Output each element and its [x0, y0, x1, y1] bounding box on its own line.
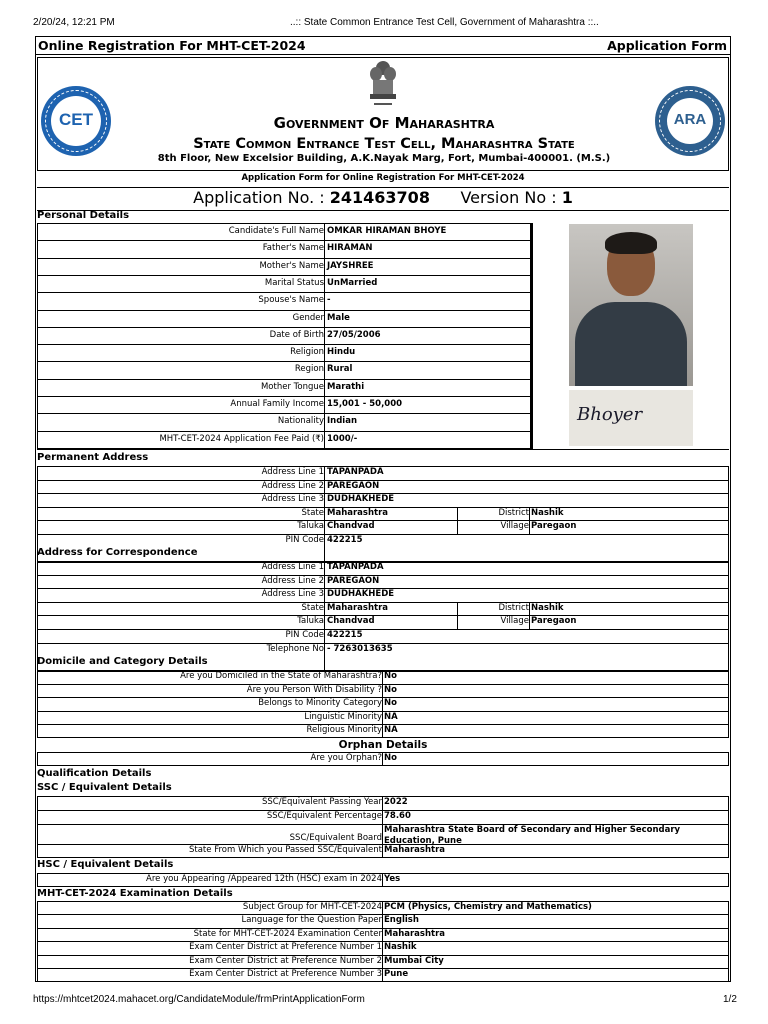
personal-7-label: Religion [290, 347, 324, 357]
correspondence-state-value: Maharashtra [327, 603, 389, 613]
form-top-bar [36, 37, 730, 55]
personal-12-value: 1000/- [327, 434, 358, 444]
permanent-pin-code-label: PIN Code [285, 535, 324, 545]
exam-2-label: State for MHT-CET-2024 Examination Center [193, 929, 382, 939]
section-domicile-category: Domicile and Category Details [37, 656, 208, 667]
permanent-address-line-1-value: TAPANPADA [327, 467, 384, 477]
domicile-3-label: Linguistic Minority [304, 712, 382, 722]
domicile-0-label: Are you Domiciled in the State of Maharashtra? [180, 671, 382, 681]
permanent-taluka-value: Chandvad [327, 521, 375, 531]
section-orphan-details: Orphan Details [338, 739, 428, 751]
ssc-3-value: Maharashtra [384, 845, 446, 855]
correspondence-state-label: State [301, 603, 324, 613]
form-subtitle: Application Form for Online Registration For MHT-CET-2024 [241, 173, 525, 183]
application-number-value: 241463708 [329, 188, 430, 207]
personal-10-label: Annual Family Income [230, 399, 324, 409]
section-exam-details: MHT-CET-2024 Examination Details [37, 888, 233, 899]
exam-4-label: Exam Center District at Preference Number 2 [189, 956, 382, 966]
personal-2-label: Mother's Name [259, 261, 324, 271]
correspondence-district-label: District [498, 603, 529, 613]
permanent-address-line-2-label: Address Line 2 [261, 481, 324, 491]
permanent-address-line-3-label: Address Line 3 [261, 494, 324, 504]
permanent-address-line-2-value: PAREGAON [327, 481, 380, 491]
ssc-0-label: SSC/Equivalent Passing Year [261, 797, 382, 807]
correspondence-taluka-value: Chandvad [327, 616, 375, 626]
print-page-number: 1/2 [723, 994, 737, 1005]
personal-6-value: 27/05/2006 [327, 330, 381, 340]
correspondence-telephone-value: - 7263013635 [327, 644, 393, 654]
ssc-2-value-2: Education, Pune [384, 836, 462, 846]
permanent-district-label: District [498, 508, 529, 518]
exam-1-label: Language for the Question Paper [241, 915, 382, 925]
orphan-label: Are you Orphan? [310, 753, 382, 763]
orphan-value: No [384, 753, 397, 763]
exam-1-value: English [384, 915, 419, 925]
permanent-taluka-label: Taluka [297, 521, 324, 531]
correspondence-village-value: Paregaon [531, 616, 577, 626]
personal-0-value: OMKAR HIRAMAN BHOYE [327, 226, 447, 236]
permanent-village-label: Village [500, 521, 529, 531]
ssc-1-value: 78.60 [384, 811, 411, 821]
personal-11-label: Nationality [277, 416, 324, 426]
print-url: https://mhtcet2024.mahacet.org/CandidateModule/frmPrintApplicationForm [33, 994, 365, 1005]
domicile-4-label: Religious Minority [306, 725, 382, 735]
exam-5-label: Exam Center District at Preference Number 3 [189, 969, 382, 979]
permanent-district-value: Nashik [531, 508, 564, 518]
personal-4-value: - [327, 295, 331, 305]
ssc-1-label: SSC/Equivalent Percentage [266, 811, 382, 821]
office-address: 8th Floor, New Excelsior Building, A.K.Nayak Marg, Fort, Mumbai-400001. (M.S.) [157, 153, 611, 164]
permanent-pin-code-value: 422215 [327, 535, 363, 545]
hsc-label: Are you Appearing /Appeared 12th (HSC) exam in 2024 [146, 874, 382, 884]
personal-8-value: Rural [327, 364, 353, 374]
permanent-state-label: State [301, 508, 324, 518]
correspondence-telephone-label: Telephone No [266, 644, 324, 654]
correspondence-address-line-2-label: Address Line 2 [261, 576, 324, 586]
section-permanent-address: Permanent Address [37, 452, 149, 463]
personal-5-value: Male [327, 313, 350, 323]
personal-8-label: Region [294, 364, 324, 374]
section-personal-details: Personal Details [37, 210, 130, 221]
section-correspondence-address: Address for Correspondence [37, 547, 198, 558]
permanent-address-line-3-value: DUDHAKHEDE [327, 494, 395, 504]
cet-logo: CET [41, 86, 111, 156]
personal-0-label: Candidate's Full Name [228, 226, 324, 236]
application-form-title: Application Form [607, 38, 727, 53]
personal-1-label: Father's Name [262, 243, 324, 253]
correspondence-district-value: Nashik [531, 603, 564, 613]
correspondence-address-line-1-label: Address Line 1 [261, 562, 324, 572]
exam-2-value: Maharashtra [384, 929, 446, 939]
correspondence-address-line-1-value: TAPANPADA [327, 562, 384, 572]
personal-12-label: MHT-CET-2024 Application Fee Paid (₹) [159, 434, 324, 444]
permanent-address-line-1-label: Address Line 1 [261, 467, 324, 477]
personal-9-label: Mother Tongue [260, 382, 324, 392]
personal-7-value: Hindu [327, 347, 356, 357]
domicile-3-value: NA [384, 712, 398, 722]
correspondence-pin-code-value: 422215 [327, 630, 363, 640]
cell-title: State Common Entrance Test Cell, Maharashtra State [193, 136, 575, 152]
correspondence-address-line-2-value: PAREGAON [327, 576, 380, 586]
personal-2-value: JAYSHREE [327, 261, 374, 271]
ssc-2-label: SSC/Equivalent Board [289, 833, 382, 843]
print-datetime: 2/20/24, 12:21 PM [33, 17, 115, 28]
exam-4-value: Mumbai City [384, 956, 444, 966]
registration-title: Online Registration For MHT-CET-2024 [38, 38, 306, 53]
domicile-2-value: No [384, 698, 397, 708]
correspondence-village-label: Village [500, 616, 529, 626]
correspondence-pin-code-label: PIN Code [285, 630, 324, 640]
personal-3-label: Marital Status [264, 278, 324, 288]
ssc-0-value: 2022 [384, 797, 408, 807]
domicile-0-value: No [384, 671, 397, 681]
section-hsc-details: HSC / Equivalent Details [37, 859, 174, 870]
permanent-village-value: Paregaon [531, 521, 577, 531]
hsc-value: Yes [384, 874, 401, 884]
candidate-photo [569, 224, 693, 386]
print-footer [0, 994, 768, 1008]
national-emblem-icon [365, 58, 401, 110]
section-ssc-details: SSC / Equivalent Details [37, 782, 172, 793]
print-header [0, 17, 768, 31]
correspondence-taluka-label: Taluka [297, 616, 324, 626]
ssc-2-value: Maharashtra State Board of Secondary and Higher Secondary [384, 825, 681, 835]
personal-11-value: Indian [327, 416, 357, 426]
personal-1-value: HIRAMAN [327, 243, 373, 253]
personal-3-value: UnMarried [327, 278, 378, 288]
exam-3-value: Nashik [384, 942, 417, 952]
personal-6-label: Date of Birth [269, 330, 324, 340]
correspondence-address-line-3-value: DUDHAKHEDE [327, 589, 395, 599]
ssc-3-label: State From Which you Passed SSC/Equivalent [189, 845, 382, 855]
version-number-value: 1 [561, 188, 573, 207]
application-number: Application No. : 241463708 Version No : 1 [37, 187, 729, 211]
exam-5-value: Pune [384, 969, 409, 979]
section-qualification-details: Qualification Details [37, 768, 152, 779]
domicile-1-value: No [384, 685, 397, 695]
domicile-1-label: Are you Person With Disability ? [246, 685, 382, 695]
permanent-state-value: Maharashtra [327, 508, 389, 518]
exam-0-value: PCM (Physics, Chemistry and Mathematics) [384, 902, 592, 912]
domicile-2-label: Belongs to Minority Category [258, 698, 382, 708]
letterhead [37, 57, 729, 171]
gov-title: Government Of Maharashtra [273, 114, 495, 132]
personal-9-value: Marathi [327, 382, 365, 392]
ara-logo: ARA [655, 86, 725, 156]
personal-10-value: 15,001 - 50,000 [327, 399, 403, 409]
exam-0-label: Subject Group for MHT-CET-2024 [242, 902, 382, 912]
candidate-signature: Bhoyer [569, 390, 693, 446]
personal-5-label: Gender [292, 313, 324, 323]
application-form [35, 36, 731, 982]
print-page-title: ..:: State Common Entrance Test Cell, Government of Maharashtra ::.. [290, 17, 599, 28]
exam-3-label: Exam Center District at Preference Number 1 [189, 942, 382, 952]
personal-4-label: Spouse's Name [258, 295, 324, 305]
domicile-4-value: NA [384, 725, 398, 735]
correspondence-address-line-3-label: Address Line 3 [261, 589, 324, 599]
